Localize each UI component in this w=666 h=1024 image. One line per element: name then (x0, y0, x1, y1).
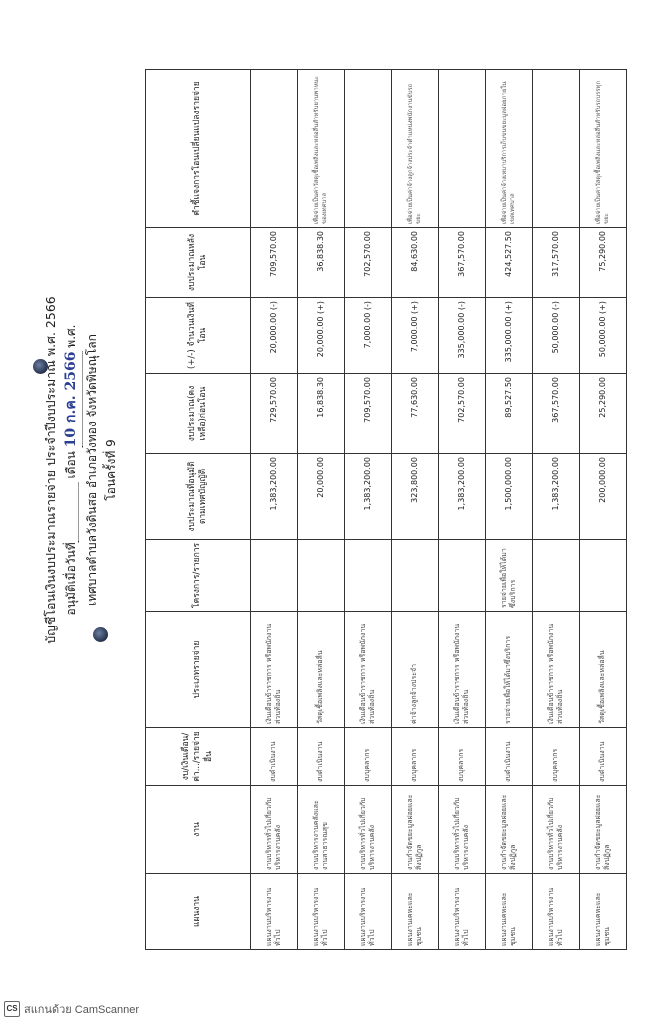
cell-project (439, 540, 486, 612)
cell-note (251, 70, 298, 228)
cell-plan: แผนงานเคหะและชุมชน (392, 874, 439, 950)
cell-expense-type: เงินเดือนข้าราชการ หรือพนักงานส่วนท้องถิ่น (251, 612, 298, 728)
sign-mark: (-) (456, 301, 466, 311)
cell-budget: งบดำเนินงาน (251, 728, 298, 786)
cell-work: งานกำจัดขยะมูลฝอยและสิ่งปฏิกูล (486, 786, 533, 874)
cell-approved: 1,383,200.00 (345, 454, 392, 540)
cell-project (580, 540, 627, 612)
cell-before: 702,570.00 (439, 374, 486, 454)
document-title: บัญชีโอนเงินงบประมาณรายจ่าย ประจำปีงบประมาณ พ.ศ. 2566 (43, 296, 58, 644)
amount-value: 50,000.00 (597, 316, 607, 358)
cell-after: 367,570.00 (439, 228, 486, 298)
sign-mark: (-) (268, 301, 278, 311)
cell-amount (439, 298, 486, 374)
cell-project: รายจ่ายเพื่อให้ได้มาซึ่งบริการ (486, 540, 533, 612)
cell-expense-type: เงินเดือนข้าราชการ หรือพนักงานส่วนท้องถิ่น (439, 612, 486, 728)
cell-amount (298, 298, 345, 374)
approval-prefix: อนุมัติเมื่อวันที่ (64, 542, 78, 616)
cell-note: เพื่อจ่ายเป็นค่าวัสดุเชื้อเพลิงและหล่อลื่นสำหรับยานพาหนะของเทศบาล (298, 70, 345, 228)
table-row (439, 70, 486, 950)
cell-work: งานกำจัดขยะมูลฝอยและสิ่งปฏิกูล (392, 786, 439, 874)
table-row (486, 70, 533, 950)
table-row (251, 70, 298, 950)
cell-expense-type: ค่าจ้างลูกจ้างประจำ (392, 612, 439, 728)
cell-budget: งบบุคลากร (345, 728, 392, 786)
sign-mark: (-) (362, 301, 372, 311)
cell-expense-type: วัสดุเชื้อเพลิงและหล่อลื่น (298, 612, 345, 728)
cell-approved: 1,383,200.00 (439, 454, 486, 540)
cell-after: 84,630.00 (392, 228, 439, 298)
cell-project (251, 540, 298, 612)
cell-after: 317,570.00 (533, 228, 580, 298)
cell-project (345, 540, 392, 612)
amount-value: 7,000.00 (362, 312, 372, 349)
scanner-watermark (4, 1000, 139, 1018)
cell-work: งานบริหารทั่วไปเกี่ยวกับบริหารงานคลัง (345, 786, 392, 874)
cell-plan: แผนงานเคหะและชุมชน (486, 874, 533, 950)
cell-note (533, 70, 580, 228)
cell-note: เพื่อจ่ายเป็นค่าจ้างลูกจ้างประจำตำแหน่งพนักงานขับรถขยะ (392, 70, 439, 228)
cell-budget: งบบุคลากร (533, 728, 580, 786)
cell-project (392, 540, 439, 612)
cell-after: 709,570.00 (251, 228, 298, 298)
cell-amount (580, 298, 627, 374)
cell-work: งานบริหารงานคลังและงานสาธารณสุข (298, 786, 345, 874)
camscanner-logo-icon: CS (4, 1001, 20, 1017)
sign-mark: (-) (550, 301, 560, 311)
cell-before: 729,570.00 (251, 374, 298, 454)
header-expense-type: ประเภทรายจ่าย (146, 612, 251, 728)
cell-work: งานบริหารทั่วไปเกี่ยวกับบริหารงานคลัง (533, 786, 580, 874)
cell-before: 25,290.00 (580, 374, 627, 454)
amount-value: 335,000.00 (503, 316, 513, 363)
cell-plan: แผนงานบริหารงานทั่วไป (439, 874, 486, 950)
cell-amount (533, 298, 580, 374)
approval-date: 10 ก.ค. 2566 (60, 352, 83, 448)
cell-budget: งบดำเนินงาน (486, 728, 533, 786)
cell-after: 36,838.30 (298, 228, 345, 298)
cell-before: 16,838.30 (298, 374, 345, 454)
table-header-row (146, 70, 251, 950)
header-plan: แผนงาน (146, 874, 251, 950)
cell-amount (486, 298, 533, 374)
scanner-text: สแกนด้วย CamScanner (24, 1004, 140, 1016)
cell-budget: งบดำเนินงาน (298, 728, 345, 786)
amount-value: 335,000.00 (456, 312, 466, 359)
cell-after: 75,290.00 (580, 228, 627, 298)
cell-expense-type: เงินเดือนข้าราชการ หรือพนักงานส่วนท้องถิ่น (345, 612, 392, 728)
header-work: งาน (146, 786, 251, 874)
cell-budget: งบบุคลากร (392, 728, 439, 786)
approval-line (60, 325, 83, 616)
table-row (580, 70, 627, 950)
cell-approved: 1,383,200.00 (533, 454, 580, 540)
cell-budget: งบบุคลากร (439, 728, 486, 786)
cell-note: เพื่อจ่ายเป็นค่าจ้างเหมาบริการเก็บขนขยะมูลฝอยภายในเขตเทศบาล (486, 70, 533, 228)
header-approved: งบประมาณที่อนุมัติตามเทศบัญญัติ (146, 454, 251, 540)
cell-project (298, 540, 345, 612)
cell-amount (251, 298, 298, 374)
cell-expense-type: วัสดุเชื้อเพลิงและหล่อลื่น (580, 612, 627, 728)
cell-after: 424,527.50 (486, 228, 533, 298)
cell-plan: แผนงานบริหารงานทั่วไป (345, 874, 392, 950)
cell-note (345, 70, 392, 228)
cell-budget: งบดำเนินงาน (580, 728, 627, 786)
header-after: งบประมาณหลังโอน (146, 228, 251, 298)
header-project: โครงการ/รายการ (146, 540, 251, 612)
header-note: คำชี้แจงการโอนเปลี่ยนแปลงรายจ่าย (146, 70, 251, 228)
amount-value: 20,000.00 (268, 312, 278, 354)
cell-expense-type: เงินเดือนข้าราชการ หรือพนักงานส่วนท้องถิ่น (533, 612, 580, 728)
header-amount: (+/-) จำนวนเงินที่โอน (146, 298, 251, 374)
cell-amount (345, 298, 392, 374)
cell-amount (392, 298, 439, 374)
amount-value: 7,000.00 (409, 316, 419, 353)
cell-work: งานกำจัดขยะมูลฝอยและสิ่งปฏิกูล (580, 786, 627, 874)
cell-note: เพื่อจ่ายเป็นค่าวัสดุเชื้อเพลิงและหล่อลื่นสำหรับรถบรรทุกขยะ (580, 70, 627, 228)
cell-plan: แผนงานบริหารงานทั่วไป (251, 874, 298, 950)
cell-before: 709,570.00 (345, 374, 392, 454)
cell-plan: แผนงานบริหารงานทั่วไป (298, 874, 345, 950)
cell-approved: 323,800.00 (392, 454, 439, 540)
sign-mark: (+) (409, 301, 419, 314)
cell-project (533, 540, 580, 612)
cell-expense-type: รายจ่ายเพื่อให้ได้มาซึ่งบริการ (486, 612, 533, 728)
cell-approved: 1,383,200.00 (251, 454, 298, 540)
table-row (345, 70, 392, 950)
table-row (392, 70, 439, 950)
sign-mark: (+) (597, 301, 607, 314)
cell-before: 77,630.00 (392, 374, 439, 454)
amount-value: 50,000.00 (550, 312, 560, 354)
cell-before: 367,570.00 (533, 374, 580, 454)
header-before: งบประมาณ(คงเหลือ)ก่อนโอน (146, 374, 251, 454)
cell-before: 89,527.50 (486, 374, 533, 454)
cell-work: งานบริหารทั่วไปเกี่ยวกับบริหารงานคลัง (439, 786, 486, 874)
document-header (5, 40, 135, 990)
table-row (533, 70, 580, 950)
cell-work: งานบริหารทั่วไปเกี่ยวกับบริหารงานคลัง (251, 786, 298, 874)
sign-mark: (+) (503, 301, 513, 314)
cell-after: 702,570.00 (345, 228, 392, 298)
organization-name: เทศบาลตำบลวังดินสอ อำเภอวังทอง จังหวัดพิษณุโลก (85, 334, 99, 606)
header-budget: งบ/เงินเดือน/ค่า.../รายจ่ายอื่น (146, 728, 251, 786)
cell-approved: 20,000.00 (298, 454, 345, 540)
month-label: เดือน (64, 451, 78, 479)
cell-approved: 1,500,000.00 (486, 454, 533, 540)
amount-value: 20,000.00 (315, 316, 325, 358)
rotated-document (5, 40, 611, 990)
table-row (298, 70, 345, 950)
budget-transfer-table (145, 69, 627, 950)
cell-plan: แผนงานเคหะและชุมชน (580, 874, 627, 950)
cell-note (439, 70, 486, 228)
year-suffix: พ.ศ. (64, 324, 78, 348)
cell-plan: แผนงานบริหารงานทั่วไป (533, 874, 580, 950)
transfer-round: โอนครั้งที่ 9 (104, 439, 118, 501)
sign-mark: (+) (315, 301, 325, 314)
cell-approved: 200,000.00 (580, 454, 627, 540)
